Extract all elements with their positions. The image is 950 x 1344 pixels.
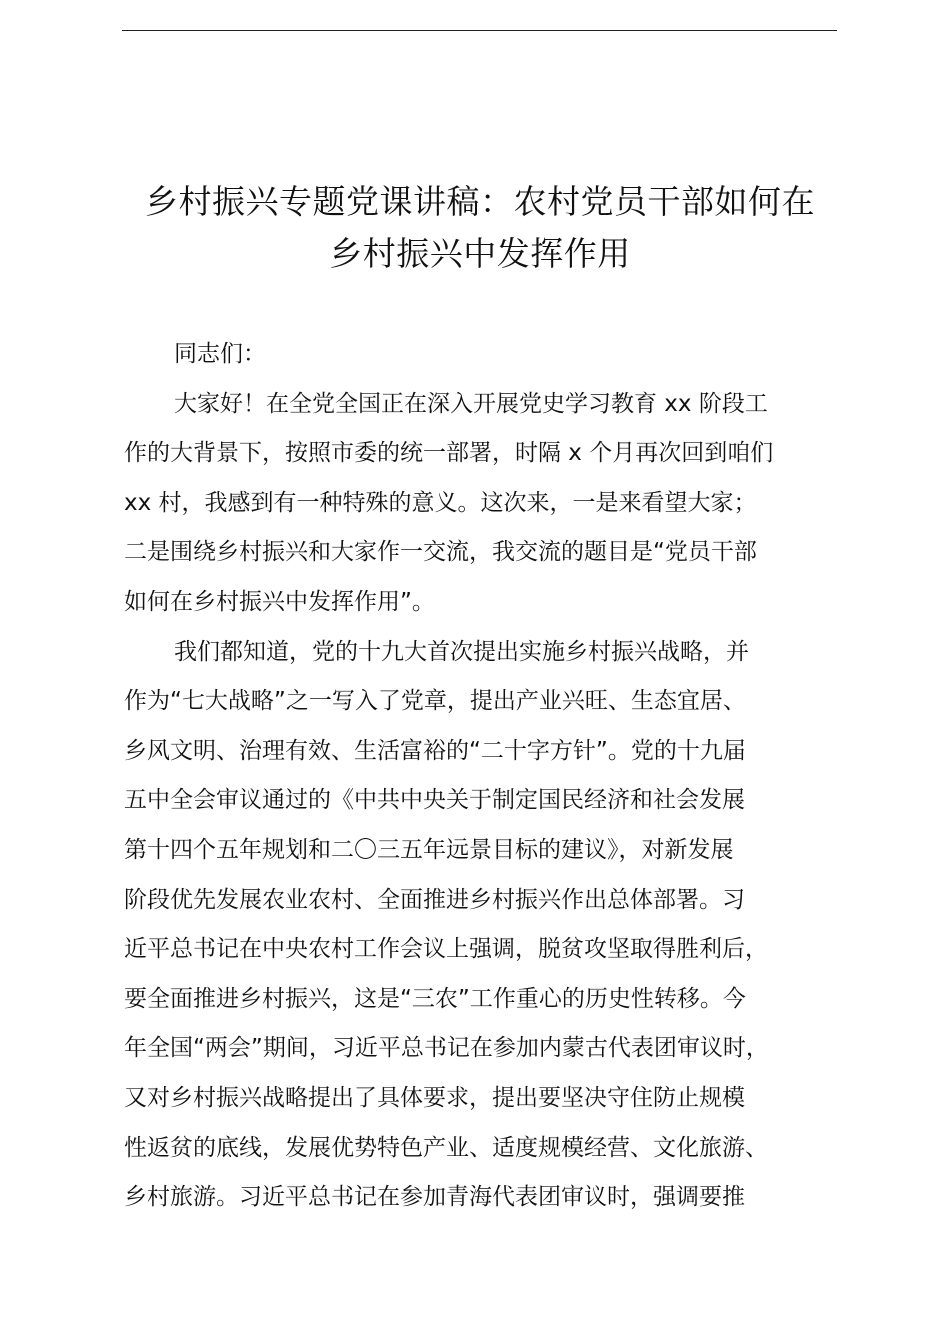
document-body: [124, 330, 854, 1223]
paragraph-2-line-1: 我们都知道，党的十九大首次提出实施乡村振兴战略，并: [174, 638, 749, 665]
paragraph-2-line-2: 作为“七大战略”之一写入了党章，提出产业兴旺、生态宜居、: [124, 688, 746, 715]
paragraph-1-line-1: 大家好！在全党全国正在深入开展党史学习教育 xx 阶段工: [174, 390, 768, 417]
title-line-2: 乡村振兴中发挥作用: [329, 234, 631, 273]
paragraph-1-line-3: xx 村，我感到有一种特殊的意义。这次来，一是来看望大家；: [124, 489, 757, 516]
paragraph-2-line-12: 乡村旅游。习近平总书记在参加青海代表团审议时，强调要推: [124, 1184, 745, 1211]
paragraph-2-line-4: 五中全会审议通过的《中共中央关于制定国民经济和社会发展: [124, 787, 745, 814]
header-rule: [122, 30, 837, 31]
paragraph-2-line-9: 年全国“两会”期间，习近平总书记在参加内蒙古代表团审议时，: [124, 1035, 769, 1062]
paragraph-2-line-6: 阶段优先发展农业农村、全面推进乡村振兴作出总体部署。习: [124, 886, 745, 913]
title-line-1: 乡村振兴专题党课讲稿：农村党员干部如何在: [145, 182, 815, 221]
paragraph-2-line-8: 要全面推进乡村振兴，这是“三农”工作重心的历史性转移。今: [124, 985, 746, 1012]
paragraph-2-line-3: 乡风文明、治理有效、生活富裕的“二十字方针”。党的十九届: [124, 737, 746, 764]
salutation: 同志们：: [174, 341, 266, 367]
paragraph-1-line-5: 如何在乡村振兴中发挥作用”。: [124, 588, 435, 615]
paragraph-2-line-5: 第十四个五年规划和二〇三五年远景目标的建议》，对新发展: [124, 836, 734, 863]
paragraph-1-line-4: 二是围绕乡村振兴和大家作一交流，我交流的题目是“党员干部: [124, 539, 757, 566]
paragraph-1-line-2: 作的大背景下，按照市委的统一部署，时隔 x 个月再次回到咱们: [124, 440, 774, 467]
paragraph-2-line-10: 又对乡村振兴战略提出了具体要求，提出要坚决守住防止规模: [124, 1084, 745, 1111]
paragraph-2-line-11: 性返贫的底线，发展优势特色产业、适度规模经营、文化旅游、: [124, 1134, 768, 1161]
paragraph-2-line-7: 近平总书记在中央农村工作会议上强调，脱贫攻坚取得胜利后，: [124, 936, 768, 963]
document-title: [110, 176, 850, 280]
